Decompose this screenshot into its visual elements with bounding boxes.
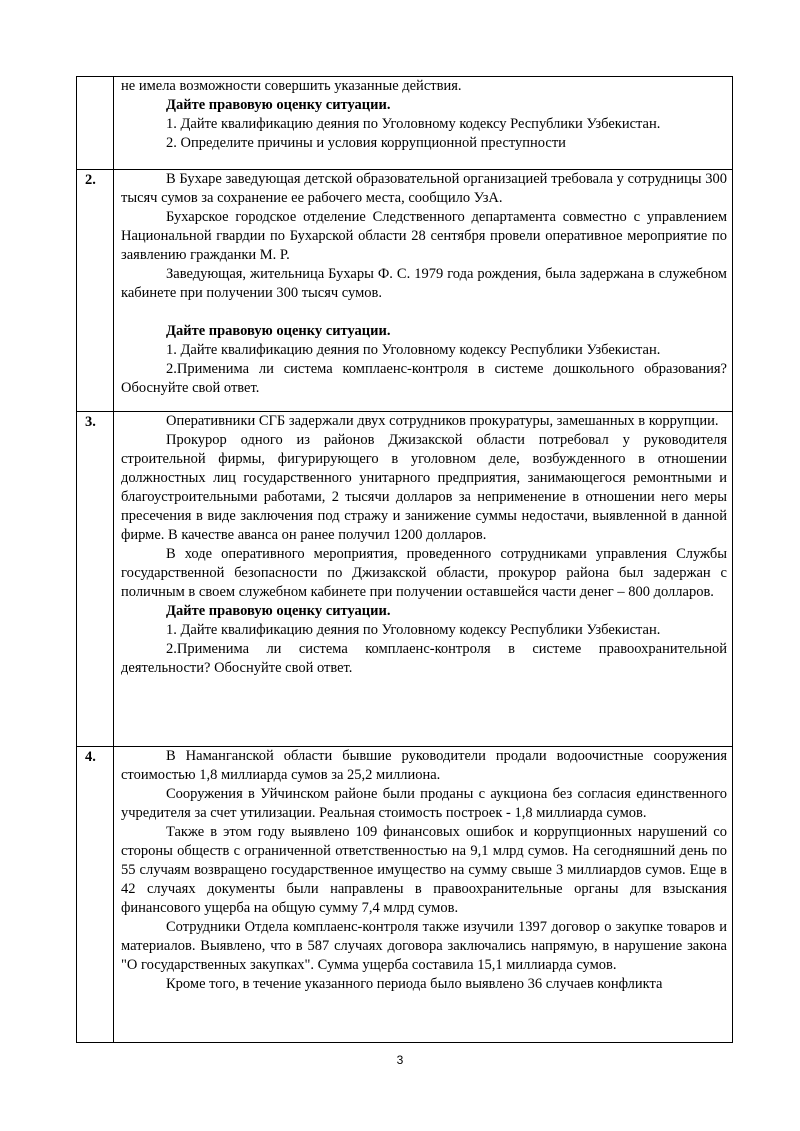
paragraph: В Наманганской области бывшие руководители продали водоочистные сооружения стоимостью 1,8 миллиарда сумов за 25,2 миллиона. [121,748,727,783]
question: 2.Применима ли система комплаенс-контроля в системе дошкольного образования? Обоснуйте свой ответ. [121,361,727,396]
paragraph: Заведующая, жительница Бухары Ф. С. 1979 года рождения, была задержана в служебном кабинете при получении 300 тысяч сумов. [121,266,727,301]
paragraph: В Бухаре заведующая детской образовательной организацией требовала у сотрудницы 300 тысяч сумов за сохранение ее рабочего места, сообщило УзА. [121,171,727,206]
table-row [77,77,733,170]
task-heading: Дайте правовую оценку ситуации. [166,603,391,619]
paragraph: Прокурор одного из районов Джизакской области потребовал у руководителя строительной фирмы, фигурирующего в уголовном деле, возбужденного в отношении должностных лиц государственного унитарного предприятия, занимающегося ремонтными и благоустроительными работами, 2 тысячи долларов за неприменение в отношении него меры пресечения в виде заключения под стражу и занижение суммы недостачи, выявленной в данной фирме. В качестве аванса он ранее получил 1200 долларов. [121,432,727,543]
row-number [77,77,113,78]
row-number-cell [77,77,114,170]
row-number-cell [77,170,114,412]
table-row [77,170,733,412]
paragraph: не имела возможности совершить указанные действия. [121,78,462,94]
row-content-cell [114,747,733,1043]
row-number: 4. [85,749,96,765]
paragraph: Сотрудники Отдела комплаенс-контроля также изучили 1397 договор о закупке товаров и материалов. Выявлено, что в 587 случаях договора заключались напрямую, в нарушение закона "О государственных закупках". Сумма ущерба составила 15,1 миллиарда сумов. [121,919,727,973]
question: 2.Применима ли система комплаенс-контроля в системе правоохранительной деятельности? Обоснуйте свой ответ. [121,641,727,676]
question: 1. Дайте квалификацию деяния по Уголовному кодексу Республики Узбекистан. [166,342,661,358]
row-content-cell [114,170,733,412]
row-number-cell [77,412,114,747]
paragraph: В ходе оперативного мероприятия, проведенного сотрудниками управления Службы государственной безопасности по Джизакской области, прокурор района был задержан с поличным в своем служебном кабинете при получении оставшейся части денег – 800 долларов. [121,546,727,600]
paragraph: Бухарское городское отделение Следственного департамента совместно с управлением Национальной гвардии по Бухарской области 28 сентября провели оперативное мероприятие по заявлению гражданки М. Р. [121,209,727,263]
row-number: 3. [85,414,96,430]
paragraph: Кроме того, в течение указанного периода было выявлено 36 случаев конфликта [166,976,663,992]
row-content-cell [114,412,733,747]
table-row [77,412,733,747]
task-heading: Дайте правовую оценку ситуации. [166,323,391,339]
row-number: 2. [85,172,96,188]
paragraph: Также в этом году выявлено 109 финансовых ошибок и коррупционных нарушений со стороны обществ с ограниченной ответственностью на 9,1 млрд сумов. На сегодняшний день по 55 случаям возвращено государственное имущество на сумму свыше 3 миллиардов сумов. Еще в 42 случаях документы были направлены в правоохранительные органы для взыскания финансового ущерба на общую сумму 7,4 млрд сумов. [121,824,727,916]
document-table [76,76,733,1043]
question: 1. Дайте квалификацию деяния по Уголовному кодексу Республики Узбекистан. [166,116,661,132]
table-row [77,747,733,1043]
paragraph: Сооружения в Уйчинском районе были проданы с аукциона без согласия единственного учредителя за счет утилизации. Реальная стоимость построек - 1,8 миллиарда сумов. [121,786,727,821]
row-number-cell [77,747,114,1043]
task-heading: Дайте правовую оценку ситуации. [166,97,391,113]
question: 2. Определите причины и условия коррупционной преступности [166,135,566,151]
page-number: 3 [396,1053,404,1067]
question: 1. Дайте квалификацию деяния по Уголовному кодексу Республики Узбекистан. [166,622,661,638]
paragraph: Оперативники СГБ задержали двух сотрудников прокуратуры, замешанных в коррупции. [166,413,719,429]
row-content-cell [114,77,733,170]
